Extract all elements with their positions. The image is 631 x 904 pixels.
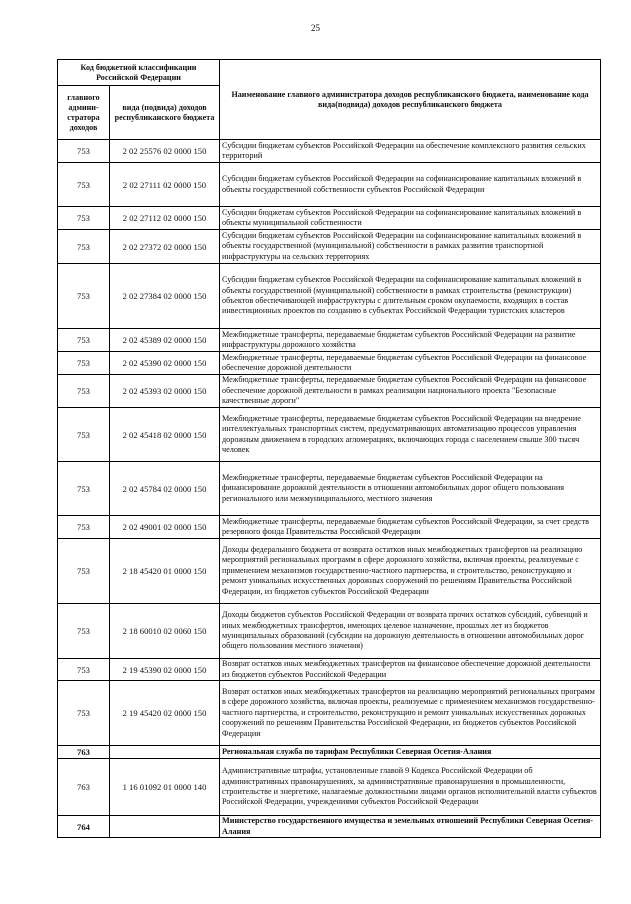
table-row	[58, 140, 601, 163]
header-group-title: Код бюджетной классификации Российской Федерации	[58, 60, 220, 86]
revenue-name-cell: Межбюджетные трансферты, передаваемые бюджетам субъектов Российской Федерации на финансовое обеспечение дорожной деятельности	[220, 352, 601, 375]
revenue-code-cell	[110, 816, 220, 838]
admin-code-cell: 753	[58, 681, 110, 746]
revenue-code-cell: 2 02 45389 02 0000 150	[110, 329, 220, 352]
admin-code-cell: 753	[58, 539, 110, 604]
table-row	[58, 408, 601, 462]
table-row	[58, 759, 601, 816]
revenue-name-cell: Межбюджетные трансферты, передаваемые бюджетам субъектов Российской Федерации на внедрение интеллектуальных транспортных систем, предусматривающих автоматизацию процессов управления дорожным движением в городских агломерациях, включающих города с населением свыше 300 тысяч человек	[220, 408, 601, 462]
revenue-code-cell: 2 02 27111 02 0000 150	[110, 163, 220, 207]
admin-code-cell: 753	[58, 230, 110, 264]
revenue-code-cell: 2 02 27372 02 0000 150	[110, 230, 220, 264]
table-row	[58, 163, 601, 207]
revenue-code-cell: 2 02 27112 02 0000 150	[110, 207, 220, 230]
revenue-code-cell: 2 02 45418 02 0000 150	[110, 408, 220, 462]
table-row	[58, 604, 601, 659]
revenue-code-cell: 2 19 45390 02 0000 150	[110, 659, 220, 681]
table-row	[58, 230, 601, 264]
revenue-code-cell: 2 18 60010 02 0060 150	[110, 604, 220, 659]
budget-classification-table	[57, 59, 601, 838]
revenue-name-cell: Возврат остатков иных межбюджетных трансфертов на реализацию мероприятий региональных программ в сфере дорожного хозяйства, включая проекты, реализуемые с применением механизмов государственно-частного партнерства, и строительство, реконструкцию и ремонт уникальных искусственных дорожных сооружений по решениям Правительства Российской Федерации, из бюджетов субъектов Российской Федерации	[220, 681, 601, 746]
revenue-name-cell: Министерство государственного имущества и земельных отношений Республики Северная Осетия-Алания	[220, 816, 601, 838]
table-row	[58, 207, 601, 230]
admin-code-cell: 753	[58, 352, 110, 375]
admin-code-cell: 753	[58, 604, 110, 659]
table-row	[58, 375, 601, 408]
header-code-column: вида (подвида) доходов республиканского бюджета	[110, 86, 220, 140]
table-row	[58, 462, 601, 516]
revenue-name-cell: Межбюджетные трансферты, передаваемые бюджетам субъектов Российской Федерации на финансовое обеспечение дорожной деятельности в рамках реализации национального проекта "Безопасные качественные дороги"	[220, 375, 601, 408]
admin-code-cell: 753	[58, 408, 110, 462]
revenue-code-cell: 2 19 45420 02 0000 150	[110, 681, 220, 746]
admin-code-cell: 753	[58, 462, 110, 516]
table-row	[58, 264, 601, 329]
page-number: 25	[311, 23, 320, 33]
revenue-code-cell	[110, 746, 220, 759]
revenue-code-cell: 2 02 45390 02 0000 150	[110, 352, 220, 375]
revenue-name-cell: Региональная служба по тарифам Республики Северная Осетия-Алания	[220, 746, 601, 759]
revenue-code-cell: 2 02 49001 02 0000 150	[110, 516, 220, 539]
revenue-code-cell: 2 02 45784 02 0000 150	[110, 462, 220, 516]
section-row	[58, 816, 601, 838]
admin-code-cell: 763	[58, 746, 110, 759]
revenue-name-cell: Субсидии бюджетам субъектов Российской Федерации на софинансирование капитальных вложений в объекты государственной (муниципальной) собственности в рамках развития транспортной инфраструктуры на сельских территориях	[220, 230, 601, 264]
table-row	[58, 516, 601, 539]
revenue-code-cell: 2 02 25576 02 0000 150	[110, 140, 220, 163]
revenue-name-cell: Субсидии бюджетам субъектов Российской Федерации на софинансирование капитальных вложений в объекты государственной (муниципальной) собственности в рамках строительства (реконструкции) объектов обеспечивающей инфраструктуры с длительным сроком окупаемости, входящих в состав инвестиционных проектов по созданию в субъектах Российской Федерации туристских кластеров	[220, 264, 601, 329]
revenue-name-cell: Субсидии бюджетам субъектов Российской Федерации на софинансирование капитальных вложений в объекты муниципальной собственности	[220, 207, 601, 230]
revenue-name-cell: Доходы бюджетов субъектов Российской Федерации от возврата прочих остатков субсидий, субвенций и иных межбюджетных трансфертов, имеющих целевое назначение, прошлых лет из бюджетов муниципальных образований (субсидии на дорожную деятельность в отношении автомобильных дорог общего пользования местного значения)	[220, 604, 601, 659]
admin-code-cell: 753	[58, 264, 110, 329]
admin-code-cell: 753	[58, 140, 110, 163]
table-row	[58, 329, 601, 352]
admin-code-cell: 753	[58, 659, 110, 681]
revenue-name-cell: Межбюджетные трансферты, передаваемые бюджетам субъектов Российской Федерации, за счет средств резервного фонда Правительства Российской Федерации	[220, 516, 601, 539]
revenue-code-cell: 2 02 45393 02 0000 150	[110, 375, 220, 408]
table-body	[58, 140, 601, 838]
table-row	[58, 659, 601, 681]
revenue-code-cell: 2 02 27384 02 0000 150	[110, 264, 220, 329]
table-row	[58, 681, 601, 746]
revenue-code-cell: 1 16 01092 01 0000 140	[110, 759, 220, 816]
admin-code-cell: 753	[58, 207, 110, 230]
revenue-name-cell: Административные штрафы, установленные главой 9 Кодекса Российской Федерации об административных правонарушениях, за административные правонарушения в промышленности, строительстве и энергетике, налагаемые должностными лицами органов исполнительной власти субъектов Российской Федерации, учреждениями субъектов Российской Федерации	[220, 759, 601, 816]
section-row	[58, 746, 601, 759]
revenue-name-cell: Межбюджетные трансферты, передаваемые бюджетам субъектов Российской Федерации на финансирование дорожной деятельности в отношении автомобильных дорог общего пользования регионального или межмуниципального, местного значения	[220, 462, 601, 516]
admin-code-cell: 753	[58, 375, 110, 408]
header-name-column: Наименование главного администратора доходов республиканского бюджета, наименование кода вида(подвида) доходов республиканского бюджета	[220, 60, 601, 140]
admin-code-cell: 763	[58, 759, 110, 816]
revenue-name-cell: Возврат остатков иных межбюджетных трансфертов на финансовое обеспечение дорожной деятельности из бюджетов субъектов Российской Федерации	[220, 659, 601, 681]
admin-code-cell: 764	[58, 816, 110, 838]
admin-code-cell: 753	[58, 163, 110, 207]
revenue-name-cell: Межбюджетные трансферты, передаваемые бюджетам субъектов Российской Федерации на развитие инфраструктуры дорожного хозяйства	[220, 329, 601, 352]
table-row	[58, 539, 601, 604]
revenue-name-cell: Субсидии бюджетам субъектов Российской Федерации на софинансирование капитальных вложений в объекты государственной собственности субъектов Российской Федерации	[220, 163, 601, 207]
revenue-name-cell: Доходы федерального бюджета от возврата остатков иных межбюджетных трансфертов на реализацию мероприятий региональных программ в сфере дорожного хозяйства, включая проекты, реализуемые с применением механизмов государственно-частного партнерства, и строительство, реконструкцию и ремонт уникальных искусственных дорожных сооружений по решениям Правительства Российской Федерации, из бюджетов субъектов Российской Федерации	[220, 539, 601, 604]
table-row	[58, 352, 601, 375]
admin-code-cell: 753	[58, 329, 110, 352]
revenue-code-cell: 2 18 45420 01 0000 150	[110, 539, 220, 604]
admin-code-cell: 753	[58, 516, 110, 539]
revenue-name-cell: Субсидии бюджетам субъектов Российской Федерации на обеспечение комплексного развития сельских территорий	[220, 140, 601, 163]
header-admin-column: главного админи-стратора доходов	[58, 86, 110, 140]
